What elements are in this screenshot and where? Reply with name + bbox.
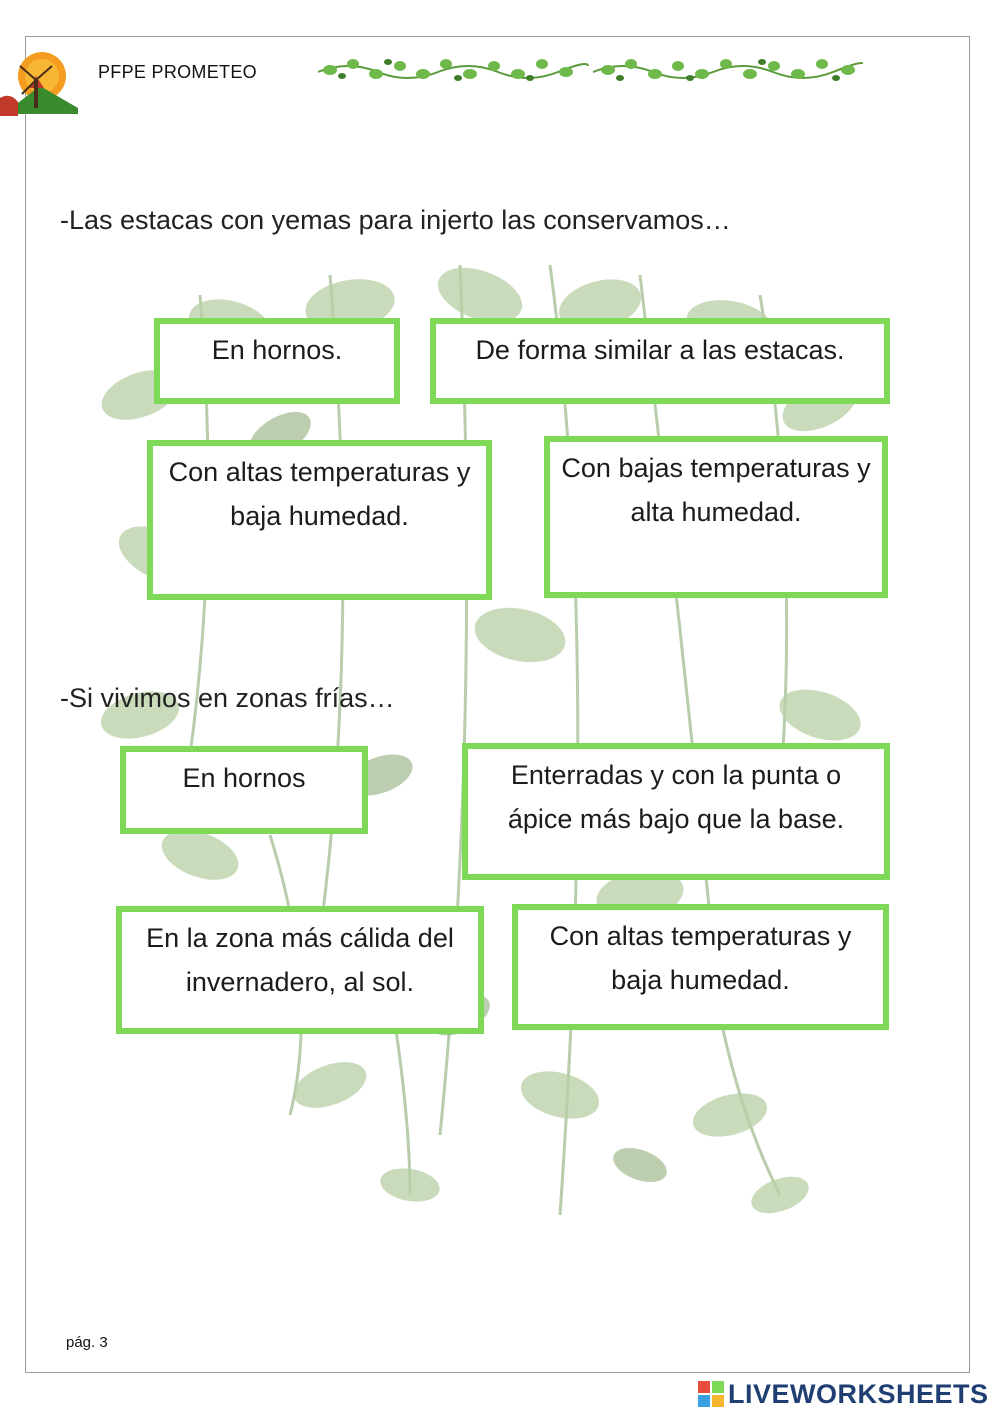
option-label: De forma similar a las estacas. bbox=[475, 335, 845, 365]
option-label: En hornos. bbox=[211, 335, 343, 365]
option-label: Con altas temperaturas y baja humedad. bbox=[549, 921, 852, 995]
q1-option-1[interactable] bbox=[154, 318, 400, 404]
option-label: Con altas temperaturas y baja humedad. bbox=[168, 457, 471, 531]
q2-option-3[interactable] bbox=[116, 906, 484, 1034]
q1-option-2[interactable] bbox=[430, 318, 890, 404]
question-2-prompt: -Si vivimos en zonas frías… bbox=[60, 683, 395, 713]
q2-option-1[interactable] bbox=[120, 746, 368, 834]
option-label: Enterradas y con la punta o ápice más bajo que la base. bbox=[507, 760, 845, 834]
liveworksheets-brand[interactable] bbox=[698, 1378, 989, 1410]
option-label: Con bajas temperaturas y alta humedad. bbox=[561, 453, 871, 527]
page-number: pág. 3 bbox=[66, 1334, 108, 1351]
option-label: En la zona más cálida del invernadero, al sol. bbox=[146, 923, 454, 997]
vine-border-decoration bbox=[318, 52, 863, 88]
liveworksheets-logo-icon bbox=[698, 1381, 724, 1407]
q1-option-3[interactable] bbox=[147, 440, 492, 600]
q2-option-4[interactable] bbox=[512, 904, 889, 1030]
school-name: PFPE PROMETEO bbox=[98, 62, 257, 82]
brand-name: LIVEWORKSHEETS bbox=[728, 1378, 989, 1409]
question-1-prompt: -Las estacas con yemas para injerto las conservamos… bbox=[60, 205, 731, 235]
option-label: En hornos bbox=[182, 763, 306, 793]
q2-option-2[interactable] bbox=[462, 743, 890, 880]
school-logo-icon bbox=[0, 36, 80, 118]
q1-option-4[interactable] bbox=[544, 436, 888, 598]
